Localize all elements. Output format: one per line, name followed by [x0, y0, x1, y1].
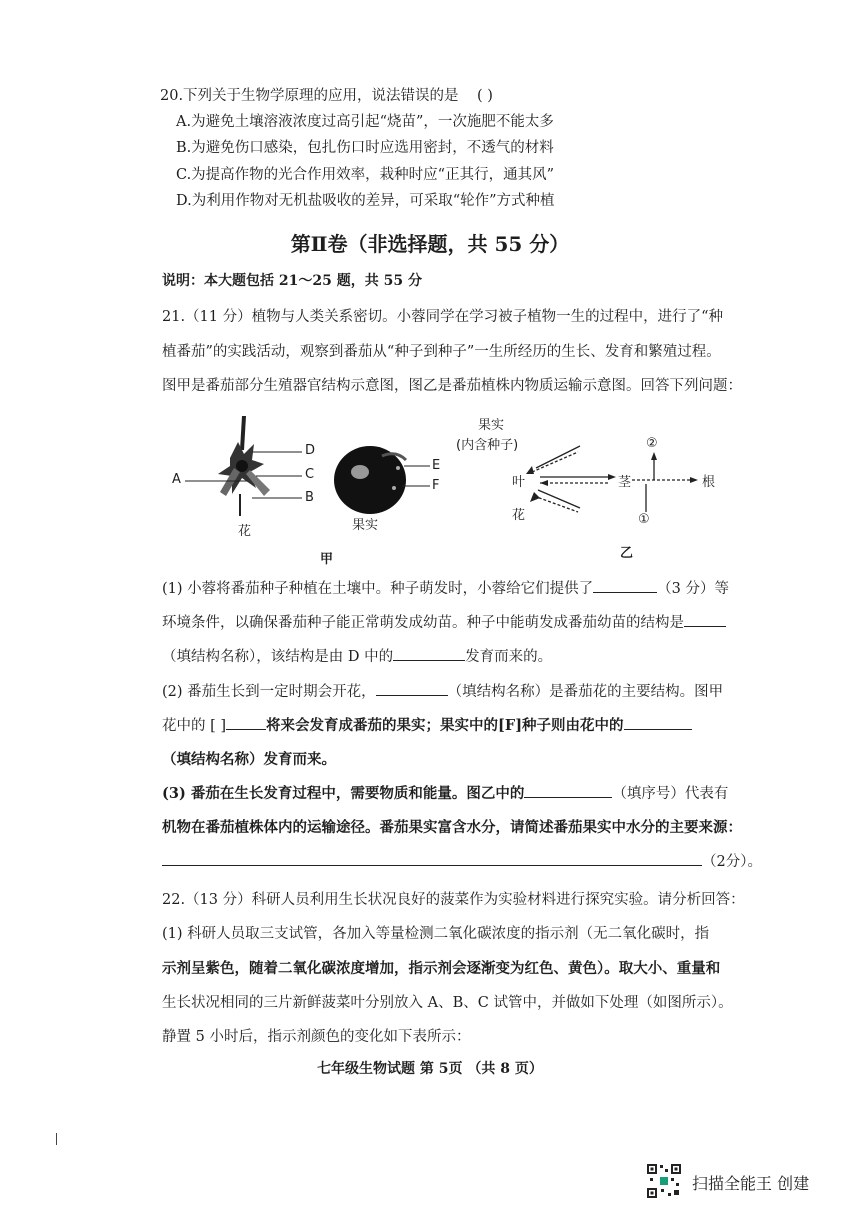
section-title: 第Ⅱ卷（非选择题，共 55 分） [290, 232, 570, 256]
yi-root-label: 根 [702, 475, 716, 490]
q21-s3-line1: (3) 番茄在生长发育过程中，需要物质和能量。图乙中的 （填序号）代表有 [162, 785, 729, 802]
q20-option-b: B.为避免伤口感染，包扎伤口时应选用密封，不透气的材料 [176, 140, 554, 156]
flower-label: 花 [238, 524, 252, 539]
figure-yi-caption: 乙 [620, 546, 634, 561]
q21-diagram [160, 408, 720, 568]
page-footer: 七年级生物试题 第 5页 （共 8 页） [317, 1061, 543, 1077]
q21-intro-line1: 21.（11 分）植物与人类关系密切。小蓉同学在学习被子植物一生的过程中，进行了“种 [162, 309, 724, 325]
q21-intro-line3: 图甲是番茄部分生殖器官结构示意图，图乙是番茄植株内物质运输示意图。回答下列问题： [162, 378, 742, 394]
label-e: E [432, 458, 441, 473]
q21-s2-line1: (2) 番茄生长到一定时期会开花， （填结构名称）是番茄花的主要结构。图甲 [162, 684, 724, 700]
q21-s1-line1: (1) 小蓉将番茄种子种植在土壤中。种子萌发时，小蓉给它们提供了 （3 分）等 [162, 581, 729, 597]
q21-s2-line3: （填结构名称）发育而来。 [162, 751, 336, 768]
label-c: C [305, 467, 315, 482]
q22-s1-line4: 静置 5 小时后，指示剂颜色的变化如下表所示： [162, 1029, 471, 1045]
answer-blank[interactable] [226, 729, 266, 730]
answer-blank[interactable] [376, 695, 448, 696]
answer-blank[interactable] [393, 660, 465, 661]
answer-blank[interactable] [624, 729, 692, 730]
transport-arrows [532, 446, 690, 512]
figure-jia-caption: 甲 [320, 552, 334, 567]
yi-seed-label: (内含种子) [456, 438, 519, 453]
yi-flower-label: 花 [512, 508, 526, 523]
label-a: A [172, 472, 181, 487]
yi-number-1: ① [638, 512, 650, 527]
yi-fruit-label: 果实 [478, 418, 505, 433]
answer-blank[interactable] [684, 626, 726, 627]
answer-blank[interactable] [524, 797, 612, 798]
q22-s1-line3: 生长状况相同的三片新鲜菠菜叶分别放入 A、B、C 试管中，并做如下处理（如图所示）。 [162, 995, 733, 1011]
q21-intro-line2: 植番茄”的实践活动，观察到番茄从“种子到种子”一生所经历的生长、发育和繁殖过程。 [162, 344, 721, 360]
q21-s3-line2: 机物在番茄植株体内的运输途径。番茄果实富含水分，请简述番茄果实中水分的主要来源： [162, 819, 742, 836]
q21-s1-line2: 环境条件，以确保番茄种子能正常萌发成幼苗。种子中能萌发成番茄幼苗的结构是 [162, 611, 726, 632]
answer-blank[interactable] [162, 865, 702, 866]
label-d: D [305, 443, 316, 458]
q21-figure [160, 408, 720, 568]
label-b: B [305, 490, 314, 505]
flower-drawing [218, 416, 270, 516]
section-note: 说明：本大题包括 21～25 题，共 55 分 [162, 273, 422, 289]
fruit-label: 果实 [352, 518, 379, 533]
yi-leaf-label: 叶 [512, 475, 526, 490]
q20-option-c: C.为提高作物的光合作用效率，栽种时应“正其行，通其风” [176, 167, 555, 183]
q21-s2-line2: 花中的 [ ] 将来会发育成番茄的果实；果实中的[F]种子则由花中的 [162, 714, 692, 735]
yi-stem-label: 茎 [618, 475, 632, 490]
q20-option-d: D.为利用作物对无机盐吸收的差异，可采取“轮作”方式种植 [176, 193, 555, 209]
q20-option-a: A.为避免土壤溶液浓度过高引起“烧苗”，一次施肥不能太多 [176, 114, 554, 130]
q21-s1-line3: （填结构名称），该结构是由 D 中的 发育而来的。 [162, 649, 553, 665]
answer-blank[interactable] [593, 592, 657, 593]
q22-intro: 22.（13 分）科研人员利用生长状况良好的菠菜作为实验材料进行探究实验。请分析回答： [162, 892, 745, 908]
scanner-watermark: 扫描全能王 创建 [692, 1174, 810, 1193]
q20-stem: 20.下列关于生物学原理的应用，说法错误的是 ( ) [160, 88, 493, 104]
yi-number-2: ② [646, 436, 658, 451]
q22-s1-line1: (1) 科研人员取三支试管，各加入等量检测二氧化碳浓度的指示剂（无二氧化碳时，指 [162, 926, 710, 942]
q21-s3-line3: （2分）。 [162, 850, 762, 871]
margin-mark [56, 1133, 57, 1145]
label-f: F [432, 478, 440, 493]
qr-code-icon [646, 1163, 682, 1199]
q22-s1-line2: 示剂呈紫色，随着二氧化碳浓度增加，指示剂会逐渐变为红色、黄色）。取大小、重量和 [162, 960, 721, 977]
fruit-drawing [334, 446, 406, 514]
